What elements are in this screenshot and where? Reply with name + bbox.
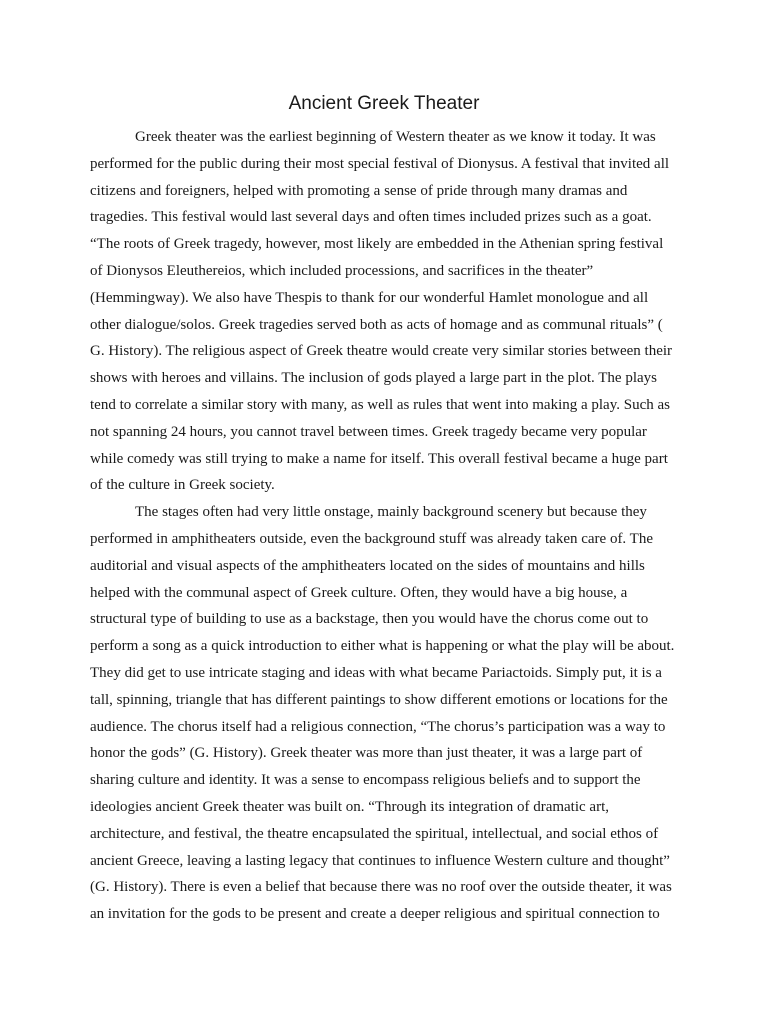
paragraph-line: tragedies. This festival would last several days and often times included prizes such as a goat.: [90, 209, 652, 226]
paragraph-line: performed in amphitheaters outside, even the background stuff was already taken care of. The: [90, 530, 653, 547]
paragraph-line: architecture, and festival, the theatre encapsulated the spiritual, intellectual, and social ethos of: [90, 825, 659, 842]
paragraph-line: helped with the communal aspect of Greek culture. Often, they would have a big house, a: [90, 584, 628, 601]
paragraph-line: tend to correlate a similar story with many, as well as rules that went into making a play. Such as: [90, 396, 670, 413]
paragraph-line: They did get to use intricate staging and ideas with what became Pariactoids. Simply put, it is a: [90, 664, 662, 681]
paragraph-line: citizens and foreigners, helped with promoting a sense of pride through many dramas and: [90, 182, 628, 199]
paragraph-line: other dialogue/solos. Greek tragedies served both as acts of homage and as communal rituals” (: [90, 316, 663, 333]
paragraph-line: ideologies ancient Greek theater was built on. “Through its integration of dramatic art,: [90, 798, 609, 815]
paragraph-line: structural type of building to use as a backstage, then you would have the chorus come out to: [90, 611, 649, 628]
paragraph-line: while comedy was still trying to make a name for itself. This overall festival became a huge part: [90, 450, 668, 467]
paragraph-line: shows with heroes and villains. The inclusion of gods played a large part in the plot. The plays: [90, 370, 657, 387]
paragraph-line: Greek theater was the earliest beginning of Western theater as we know it today. It was: [135, 129, 656, 145]
paragraph-line: auditorial and visual aspects of the amphitheaters located on the sides of mountains and hills: [90, 557, 645, 574]
paragraph-line: “The roots of Greek tragedy, however, most likely are embedded in the Athenian spring festival: [90, 236, 664, 253]
paragraph-line: The stages often had very little onstage, mainly background scenery but because they: [135, 504, 647, 521]
paragraph-line: sharing culture and identity. It was a sense to encompass religious beliefs and to support the: [90, 772, 641, 789]
paragraph-line: performed for the public during their most special festival of Dionysus. A festival that invited all: [90, 155, 670, 172]
page-title: Ancient Greek Theater: [288, 93, 480, 114]
paragraph-line: audience. The chorus itself had a religious connection, “The chorus’s participation was a way to: [90, 718, 666, 735]
paragraph-line: not spanning 24 hours, you cannot travel between times. Greek tragedy became very popular: [90, 423, 647, 440]
paragraph-line: (Hemmingway). We also have Thespis to thank for our wonderful Hamlet monologue and all: [90, 289, 649, 306]
paragraph-line: tall, spinning, triangle that has different paintings to show different emotions or locations for the: [90, 691, 668, 708]
paragraph-line: perform a song as a quick introduction to either what is happening or what the play will be about.: [90, 638, 675, 655]
paragraph-line: an invitation for the gods to be present and create a deeper religious and spiritual connection to: [90, 906, 660, 923]
paragraph-line: G. History). The religious aspect of Greek theatre would create very similar stories between their: [90, 343, 673, 360]
document-body: [90, 124, 686, 928]
paragraph-line: ancient Greece, leaving a lasting legacy that continues to influence Western culture and thought”: [90, 852, 670, 869]
paragraph-line: honor the gods” (G. History). Greek theater was more than just theater, it was a large part of: [90, 745, 643, 762]
paragraph-line: (G. History). There is even a belief that because there was no roof over the outside theater, it was: [90, 879, 672, 896]
paragraph-line: of the culture in Greek society.: [90, 477, 275, 494]
paragraph-line: of Dionysos Eleuthereios, which included processions, and sacrifices in the theater”: [90, 262, 594, 279]
